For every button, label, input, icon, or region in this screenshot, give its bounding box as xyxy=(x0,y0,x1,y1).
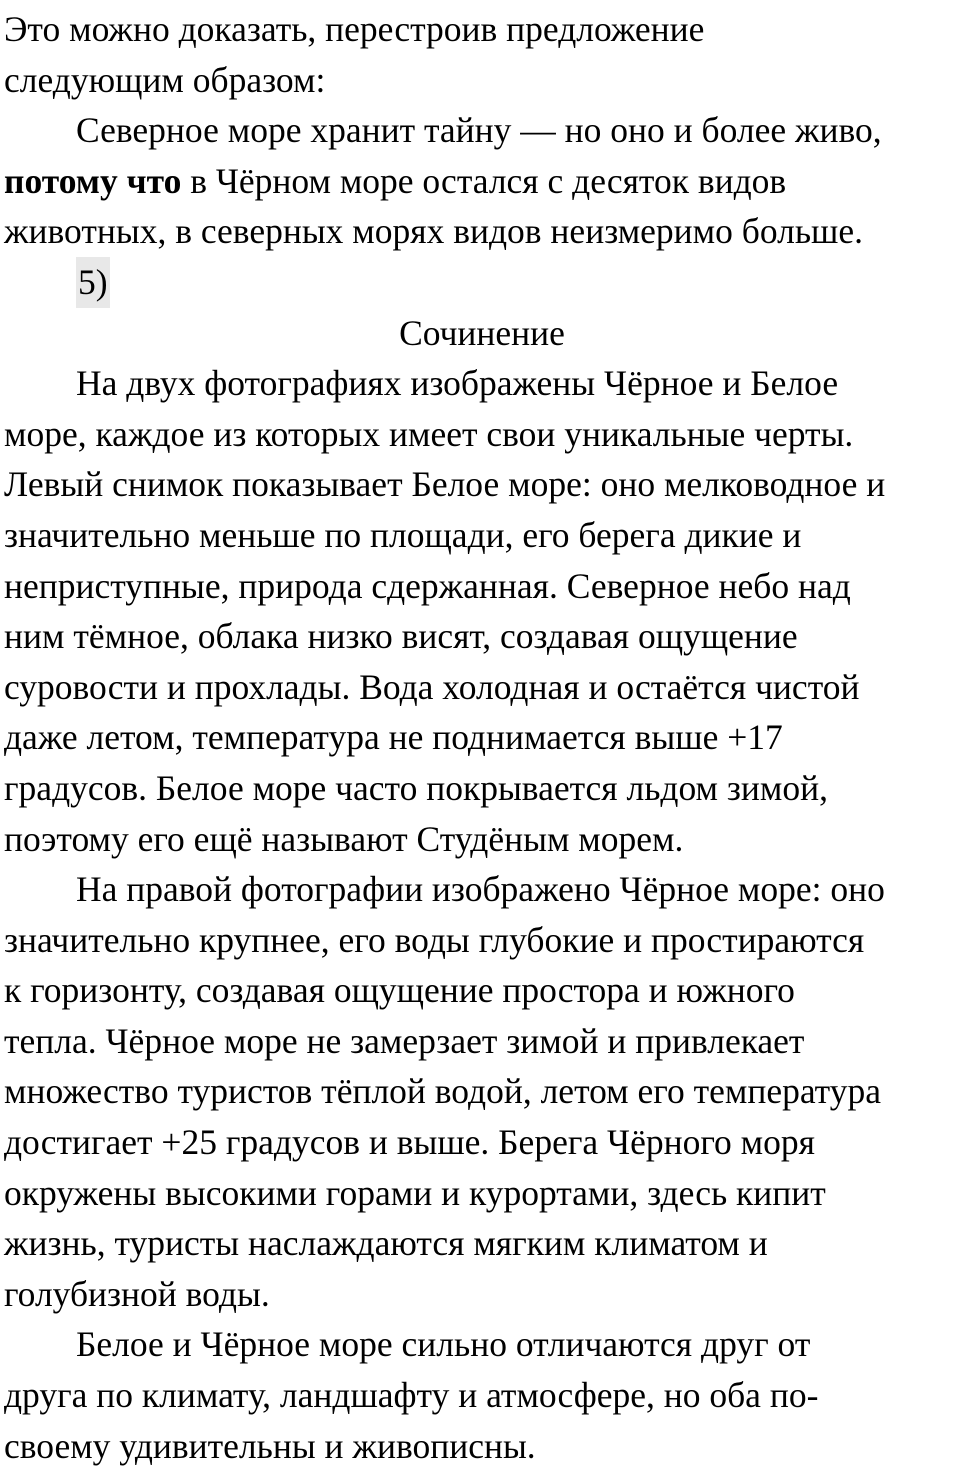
example-line: животных, в северных морях видов неизмеримо больше. xyxy=(4,211,863,252)
example-line xyxy=(4,156,960,207)
intro-text xyxy=(4,4,960,105)
paragraph-line: суровости и прохлады. Вода холодная и остаётся чистой xyxy=(4,666,860,707)
paragraph-line: окружены высокими горами и курортами, здесь кипит xyxy=(4,1172,826,1213)
intro-line: следующим образом: xyxy=(4,59,326,100)
task-number-row xyxy=(4,257,960,308)
example-line: Северное море хранит тайну — но оно и более живо, xyxy=(76,110,882,151)
paragraph-line: неприступные, природа сдержанная. Северное небо над xyxy=(4,565,851,606)
task-number: 5) xyxy=(76,257,110,308)
paragraph-line: значительно крупнее, его воды глубокие и простираются xyxy=(4,919,865,960)
paragraph-line: к горизонту, создавая ощущение простора и южного xyxy=(4,970,795,1011)
paragraph-line: жизнь, туристы наслаждаются мягким климатом и xyxy=(4,1223,768,1264)
essay-title-row xyxy=(4,308,960,359)
essay-title: Сочинение xyxy=(399,312,565,353)
paragraph-line: тепла. Чёрное море не замерзает зимой и привлекает xyxy=(4,1020,805,1061)
essay-paragraph-1 xyxy=(4,358,960,864)
paragraph-line: множество туристов тёплой водой, летом его температура xyxy=(4,1071,881,1112)
essay-paragraph-3 xyxy=(4,1319,960,1471)
paragraph-line: даже летом, температура не поднимается выше +17 xyxy=(4,717,783,758)
paragraph-line: значительно меньше по площади, его берега дикие и xyxy=(4,514,802,555)
paragraph-line: градусов. Белое море часто покрывается льдом зимой, xyxy=(4,767,829,808)
document-page xyxy=(4,0,960,1471)
paragraph-line: море, каждое из которых имеет свои уникальные черты. xyxy=(4,413,854,454)
paragraph-line: достигает +25 градусов и выше. Берега Чёрного моря xyxy=(4,1122,815,1163)
paragraph-line: ним тёмное, облака низко висят, создавая ощущение xyxy=(4,616,798,657)
paragraph-line: поэтому его ещё называют Студёным морем. xyxy=(4,818,684,859)
paragraph-line: друга по климату, ландшафту и атмосфере, но оба по- xyxy=(4,1375,819,1416)
paragraph-line: голубизной воды. xyxy=(4,1273,270,1314)
paragraph-line: На двух фотографиях изображены Чёрное и Белое xyxy=(76,363,839,404)
essay-paragraph-2 xyxy=(4,864,960,1319)
bold-conjunction: потому что xyxy=(4,160,182,201)
intro-line: Это можно доказать, перестроив предложение xyxy=(4,9,705,49)
paragraph-line: своему удивительны и живописны. xyxy=(4,1425,536,1466)
paragraph-line: Белое и Чёрное море сильно отличаются друг от xyxy=(76,1324,811,1365)
example-sentence xyxy=(4,105,960,257)
example-line-rest: в Чёрном море остался с десяток видов xyxy=(181,160,787,201)
paragraph-line: Левый снимок показывает Белое море: оно мелководное и xyxy=(4,464,886,505)
paragraph-line: На правой фотографии изображено Чёрное море: оно xyxy=(76,869,885,910)
